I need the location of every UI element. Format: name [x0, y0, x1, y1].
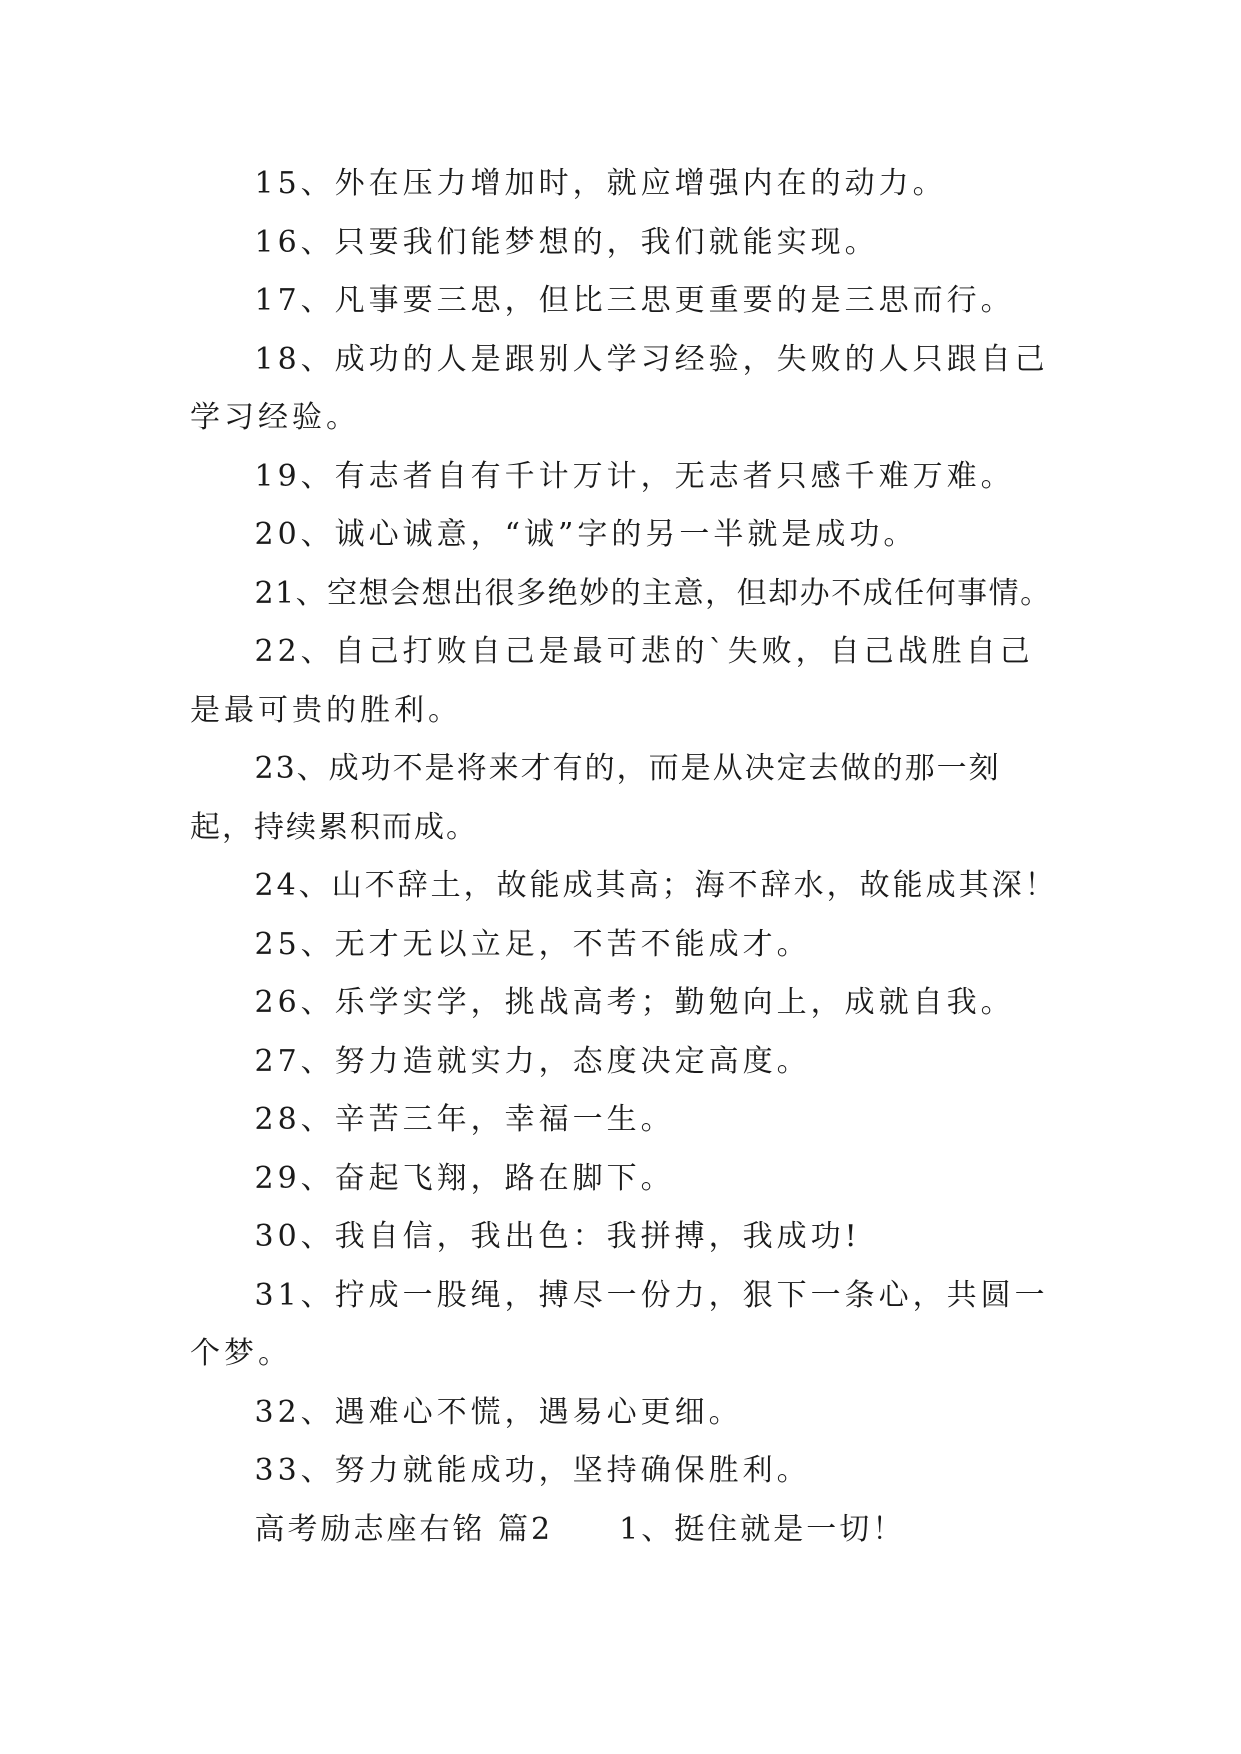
paragraph-15: 15、外在压力增加时，就应增强内在的动力。 — [254, 166, 947, 201]
document-body — [190, 155, 1058, 1559]
paragraph-26: 26、乐学实学，挑战高考；勤勉向上，成就自我。 — [254, 985, 1015, 1020]
paragraph-33: 33、努力就能成功，坚持确保胜利。 — [254, 1453, 811, 1488]
paragraph-23: 23、成功不是将来才有的，而是从决定去做的那一刻起，持续累积而成。 — [190, 751, 1001, 845]
paragraph-31: 31、拧成一股绳，搏尽一份力，狠下一条心，共圆一个梦。 — [190, 1277, 1049, 1371]
paragraph-27: 27、努力造就实力，态度决定高度。 — [254, 1043, 811, 1079]
paragraph-28: 28、辛苦三年，幸福一生。 — [254, 1102, 675, 1137]
paragraph-18: 18、成功的人是跟别人学习经验，失败的人只跟自己学习经验。 — [190, 341, 1049, 435]
paragraph-20: 20、诚心诚意，“诚”字的另一半就是成功。 — [254, 517, 918, 552]
paragraph-22: 22、自己打败自己是最可悲的`失败，自己战胜自己是最可贵的胜利。 — [190, 634, 1034, 728]
section-heading-line: 高考励志座右铭 篇2 1、挺住就是一切！ — [254, 1511, 906, 1547]
paragraph-19: 19、有志者自有千计万计，无志者只感千难万难。 — [254, 458, 1015, 494]
paragraph-17: 17、凡事要三思，但比三思更重要的是三思而行。 — [254, 283, 1015, 318]
paragraph-21: 21、空想会想出很多绝妙的主意，但却办不成任何事情。 — [254, 575, 1052, 611]
paragraph-32: 32、遇难心不慌，遇易心更细。 — [254, 1394, 743, 1430]
paragraph-24: 24、山不辞土，故能成其高；海不辞水，故能成其深！ — [254, 868, 1058, 903]
paragraph-16: 16、只要我们能梦想的，我们就能实现。 — [254, 224, 879, 260]
paragraph-30: 30、我自信，我出色：我拼搏，我成功! — [254, 1219, 861, 1254]
paragraph-25: 25、无才无以立足，不苦不能成才。 — [254, 926, 811, 962]
paragraph-29: 29、奋起飞翔，路在脚下。 — [254, 1160, 675, 1196]
